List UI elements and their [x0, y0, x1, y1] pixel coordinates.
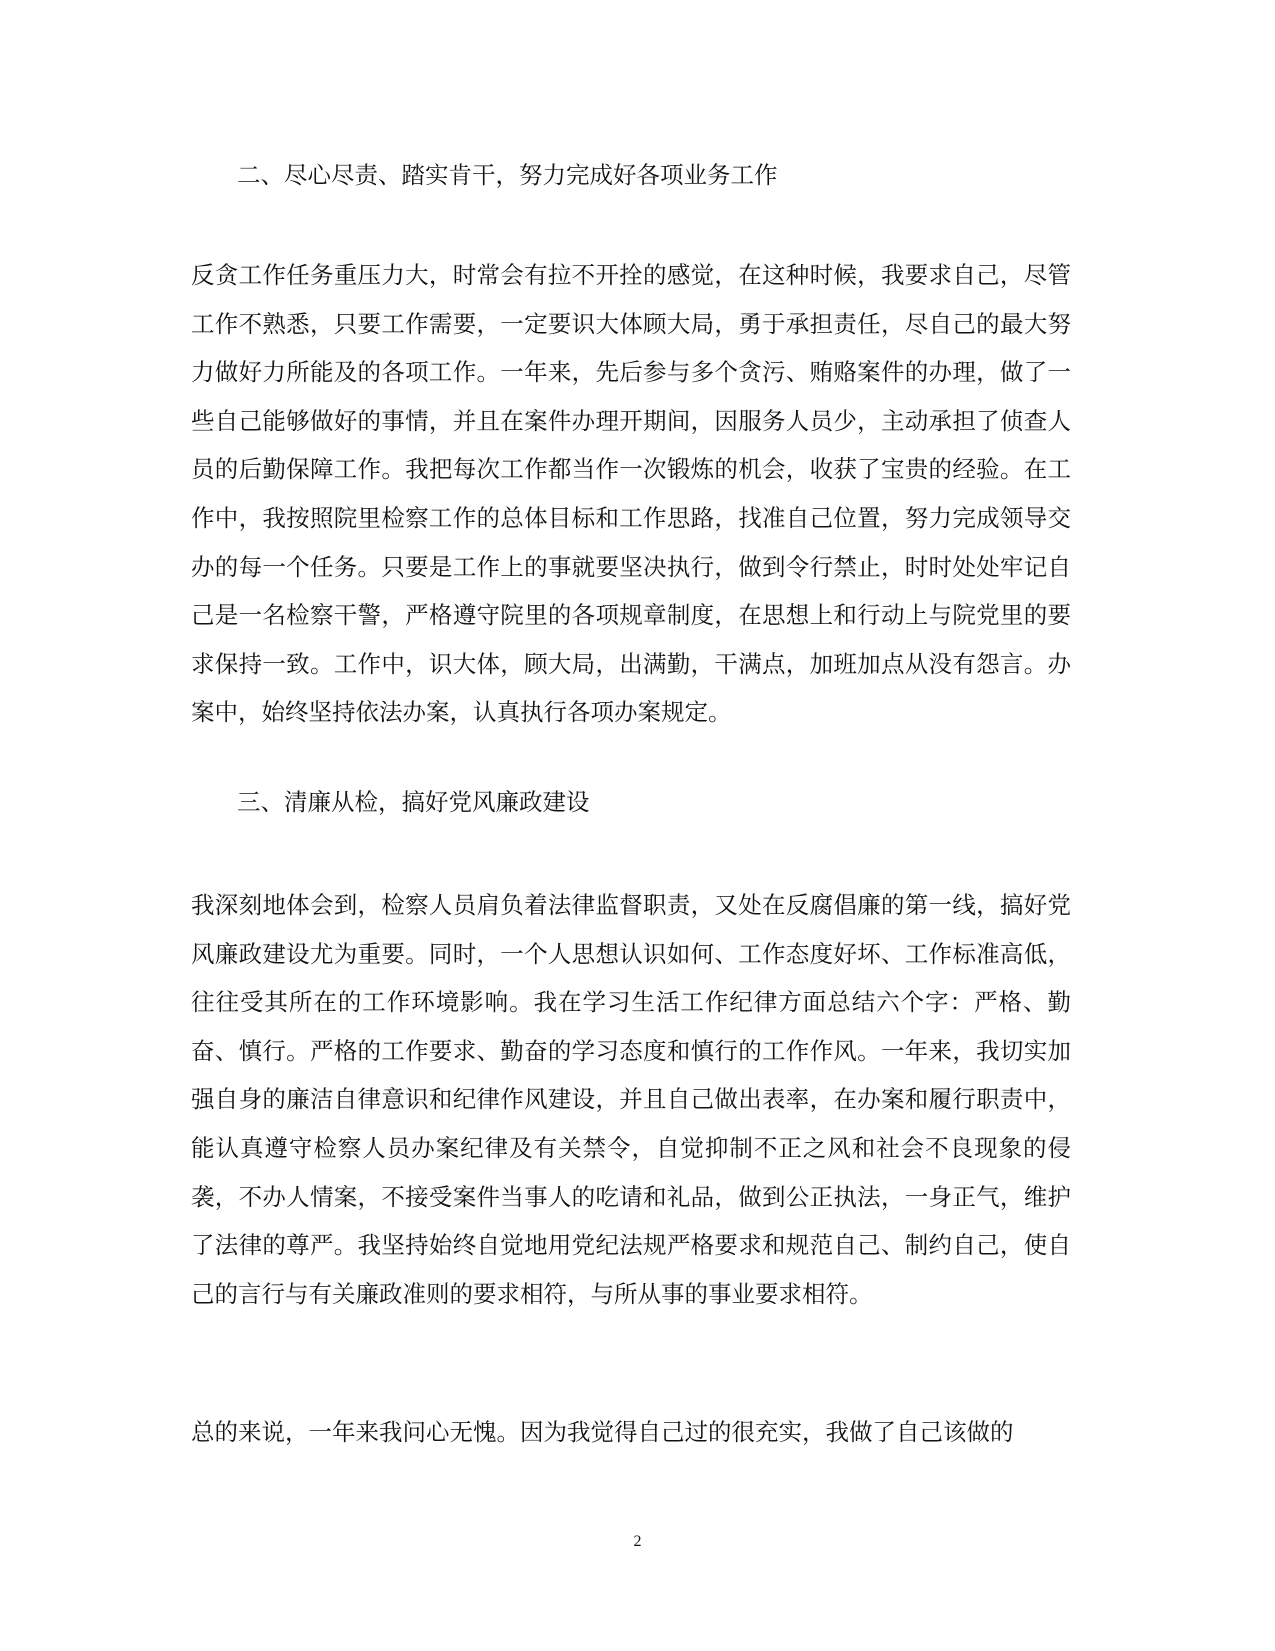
section-two-heading: 二、尽心尽责、踏实肯干，努力完成好各项业务工作 [237, 161, 778, 189]
page-number: 2 [633, 1533, 642, 1550]
section-three-paragraph: 我深刻地体会到，检察人员肩负着法律监督职责，又处在反腐倡廉的第一线，搞好党风廉政建设尤为重要。同时，一个人思想认识如何、工作态度好坏、工作标准高低，往往受其所在的工作环境影响。我在学习生活工作纪律方面总结六个字：严格、勤奋、慎行。严格的工作要求、勤奋的学习态度和慎行的工作作风。一年来，我切实加强自身的廉洁自律意识和纪律作风建设，并且自己做出表率，在办案和履行职责中，能认真遵守检察人员办案纪律及有关禁令，自觉抑制不正之风和社会不良现象的侵袭，不办人情案，不接受案件当事人的吃请和礼品，做到公正执法，一身正气，维护了法律的尊严。我坚持始终自觉地用党纪法规严格要求和规范自己、制约自己，使自己的言行与有关廉政准则的要求相符，与所从事的事业要求相符。 [191, 891, 1071, 1308]
closing-paragraph: 总的来说，一年来我问心无愧。因为我觉得自己过的很充实，我做了自己该做的 [191, 1418, 1014, 1446]
section-three-heading: 三、清廉从检，搞好党风廉政建设 [237, 788, 590, 816]
section-two-paragraph: 反贪工作任务重压力大，时常会有拉不开拴的感觉，在这种时候，我要求自己，尽管工作不熟悉，只要工作需要，一定要识大体顾大局，勇于承担责任，尽自己的最大努力做好力所能及的各项工作。一年来，先后参与多个贪污、贿赂案件的办理，做了一些自己能够做好的事情，并且在案件办理开期间，因服务人员少，主动承担了侦查人员的后勤保障工作。我把每次工作都当作一次锻炼的机会，收获了宝贵的经验。在工作中，我按照院里检察工作的总体目标和工作思路，找准自己位置，努力完成领导交办的每一个任务。只要是工作上的事就要坚决执行，做到令行禁止，时时处处牢记自己是一名检察干警，严格遵守院里的各项规章制度，在思想上和行动上与院党里的要求保持一致。工作中，识大体，顾大局，出满勤，干满点，加班加点从没有怨言。办案中，始终坚持依法办案，认真执行各项办案规定。 [191, 261, 1071, 727]
